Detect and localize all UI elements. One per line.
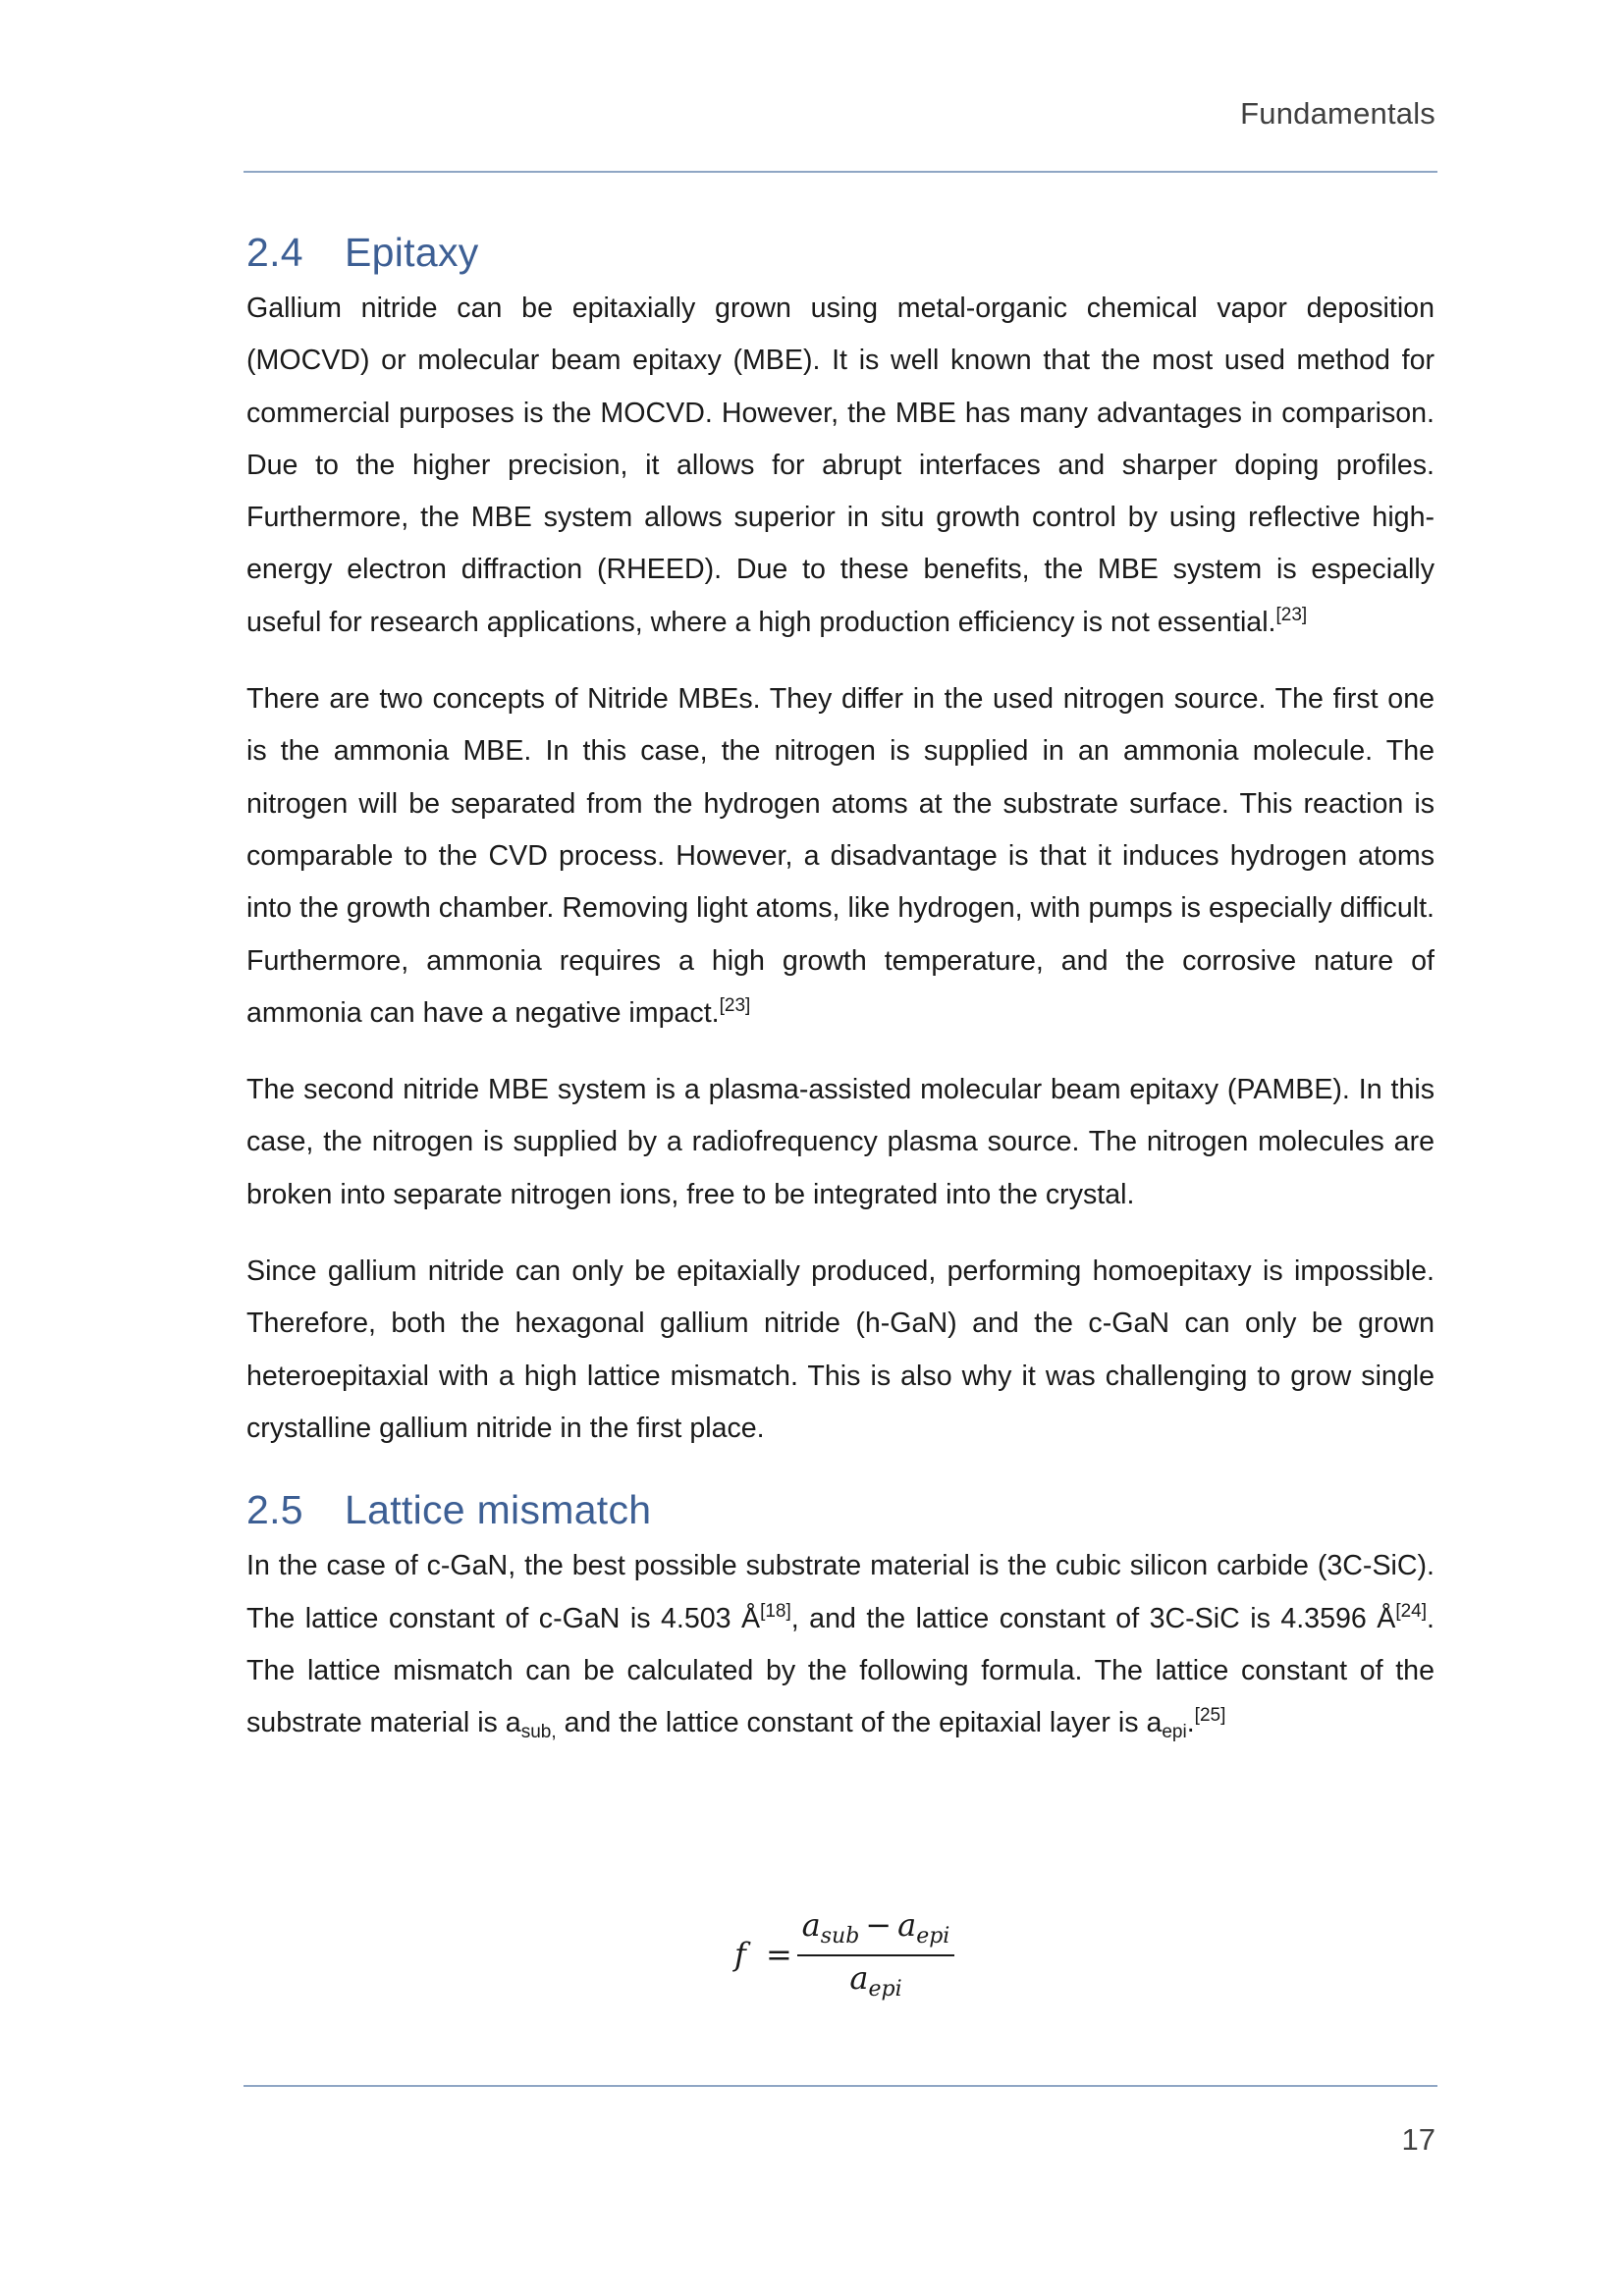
paragraph-lattice-mismatch	[246, 1540, 1435, 1749]
formula-minus: −	[865, 1906, 893, 1944]
paragraph-text: The second nitride MBE system is a plasma-assisted molecular beam epitaxy (PAMBE). In this case, the nitrogen is supplied by a radiofrequency plasma source. The nitrogen molecules are broken into separate nitrogen ions, free to be integrated into the crystal.	[246, 1074, 1435, 1210]
formula-numerator	[797, 1906, 954, 1949]
running-header: Fundamentals	[1240, 96, 1435, 131]
paragraph-text: . The lattice mismatch can be calculated by the following formula. The lattice constant of the substrate material is a	[246, 1602, 1435, 1739]
page-content	[246, 222, 1435, 1774]
paragraph-text: and the lattice constant of the epitaxial layer is a	[556, 1707, 1163, 1739]
lattice-mismatch-formula	[0, 1900, 1624, 2008]
paragraph-text: .	[1186, 1707, 1195, 1739]
paragraph-text: In the case of c-GaN, the best possible substrate material is the cubic silicon carbide (3C-SiC). The lattice constant of c-GaN is 4.503 Å	[246, 1550, 1435, 1634]
paragraph-text: Since gallium nitride can only be epitaxially produced, performing homoepitaxy is impossible. Therefore, both the hexagonal gallium nitride (h-GaN) and the c-GaN can only be grown heteroepitaxial with a high lattice mismatch. This is also why it was challenging to grow single crystalline gallium nitride in the first place.	[246, 1255, 1435, 1444]
formula-symbol: a	[897, 1906, 917, 1944]
subscript-sub: sub,	[520, 1722, 557, 1743]
section-title: Lattice mismatch	[345, 1487, 652, 1533]
section-number: 2.4	[246, 230, 303, 275]
formula-symbol: a	[849, 1959, 869, 1997]
paragraph-pambe	[246, 1064, 1435, 1221]
footer-rule	[244, 2085, 1437, 2087]
section-title: Epitaxy	[345, 230, 479, 275]
formula-symbol: a	[801, 1906, 821, 1944]
paragraph-heteroepitaxy	[246, 1246, 1435, 1455]
formula-subscript: epi	[868, 1977, 902, 2002]
citation[interactable]: [23]	[719, 994, 751, 1016]
citation[interactable]: [24]	[1395, 1600, 1428, 1622]
paragraph-text: , and the lattice constant of 3C-SiC is 4.3596 Å	[790, 1602, 1396, 1634]
paragraph-nitride-mbe-concepts	[246, 673, 1435, 1040]
formula-equals: =	[766, 1936, 792, 1973]
paragraph-text: Gallium nitride can be epitaxially grown using metal-organic chemical vapor deposition (MOCVD) or molecular beam epitaxy (MBE). It is well known that the most used method for commercial purposes is the MOCVD. However, the MBE has many advantages in comparison. Due to the higher precision, it allows for abrupt interfaces and sharper doping profiles. Furthermore, the MBE system allows superior in situ growth control by using reflective high-energy electron diffraction (RHEED). Due to these benefits, the MBE system is especially useful for research applications, where a high production efficiency is not essential.	[246, 293, 1435, 638]
section-heading-lattice-mismatch	[246, 1479, 1435, 1540]
citation[interactable]: [18]	[760, 1600, 791, 1622]
header-rule	[244, 171, 1437, 173]
paragraph-epitaxy-intro	[246, 283, 1435, 649]
section-heading-epitaxy	[246, 222, 1435, 283]
section-number: 2.5	[246, 1487, 303, 1533]
page-number: 17	[1401, 2122, 1435, 2157]
formula-subscript: epi	[916, 1924, 950, 1949]
formula-fraction-bar	[797, 1954, 954, 1956]
citation[interactable]: [23]	[1275, 604, 1308, 625]
subscript-epi: epi	[1162, 1722, 1187, 1743]
formula-subscript: sub	[820, 1924, 860, 1949]
citation[interactable]: [25]	[1194, 1705, 1226, 1727]
formula-denominator	[797, 1959, 954, 2002]
formula-lhs: f	[734, 1936, 746, 1973]
paragraph-text: There are two concepts of Nitride MBEs. They differ in the used nitrogen source. The first one is the ammonia MBE. In this case, the nitrogen is supplied in an ammonia molecule. The nitrogen will be separated from the hydrogen atoms at the substrate surface. This reaction is comparable to the CVD process. However, a disadvantage is that it induces hydrogen atoms into the growth chamber. Removing light atoms, like hydrogen, with pumps is especially difficult. Furthermore, ammonia requires a high growth temperature, and the corrosive nature of ammonia can have a negative impact.	[246, 683, 1435, 1029]
